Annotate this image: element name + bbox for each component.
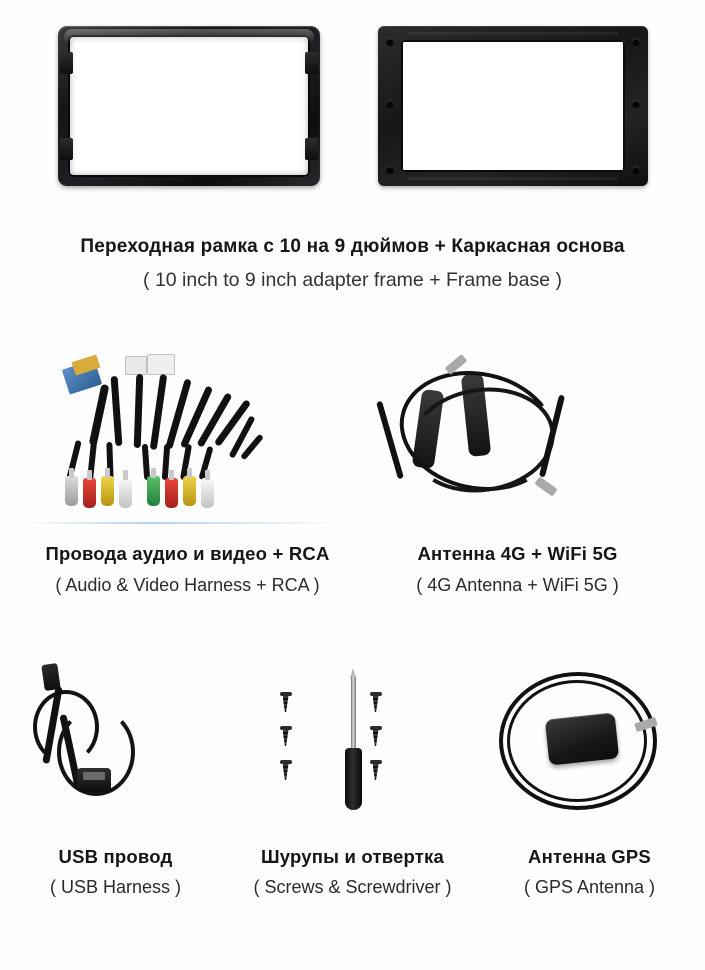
frame-tab-top-left (60, 52, 73, 74)
antenna-4g-wifi-item (368, 354, 668, 596)
gps-caption-en: ( GPS Antenna ) (523, 877, 656, 897)
screw-icon (372, 692, 380, 712)
rca-connector (165, 478, 178, 508)
gps-antenna-item (477, 656, 702, 898)
mount-hole (386, 38, 394, 46)
frame-base-ridge (408, 32, 618, 35)
mount-hole (632, 100, 640, 108)
screw-icon (282, 760, 290, 780)
section-accessories (0, 656, 705, 898)
background-wisp (23, 522, 343, 524)
frames-captions (0, 236, 705, 292)
frame-base-ridge (408, 177, 618, 180)
frame-tab-bottom-left (60, 138, 73, 160)
wiring-harness-icon (43, 354, 333, 529)
audio-video-caption-ru: Провода аудио и видео + RCA (45, 543, 330, 564)
gps-antenna-icon (485, 656, 695, 836)
screw-icon (282, 726, 290, 746)
mount-hole (632, 38, 640, 46)
rca-connector (83, 478, 96, 508)
antenna-caption-ru: Антенна 4G + WiFi 5G (417, 543, 618, 564)
frame-base-icon (378, 26, 648, 186)
audio-video-harness-item (38, 354, 338, 596)
section-harness-antenna (0, 354, 705, 596)
frame-base-item (378, 26, 648, 186)
frame-gloss (64, 29, 314, 43)
screw-icon (372, 726, 380, 746)
audio-video-caption-en: ( Audio & Video Harness + RCA ) (55, 575, 320, 595)
harness-wire (110, 376, 122, 446)
rca-connector (101, 476, 114, 506)
antenna-cable-icon (373, 354, 663, 529)
white-connector (147, 354, 175, 375)
section-frames (0, 0, 705, 292)
adapter-frame-icon (58, 26, 320, 186)
frames-caption-ru: Переходная рамка с 10 на 9 дюймов + Каркасная основа (80, 236, 625, 257)
rca-connector (183, 476, 196, 506)
screws-caption-en: ( Screws & Screwdriver ) (253, 877, 452, 897)
gps-caption-ru: Антенна GPS (528, 846, 651, 867)
white-connector (125, 356, 147, 375)
usb-cable-icon (11, 656, 221, 836)
frames-row (0, 26, 705, 206)
screwdriver-shaft (351, 676, 356, 754)
rca-connector (201, 478, 214, 508)
screws-screwdriver-item (240, 656, 465, 898)
rca-connector (65, 476, 78, 506)
usb-caption-ru: USB провод (58, 846, 173, 867)
adapter-frame-item (58, 26, 320, 186)
harness-wire (88, 384, 109, 446)
usb-a-port-inner (83, 772, 105, 780)
rca-connector (147, 476, 160, 506)
screw-icon (372, 760, 380, 780)
sma-connector (534, 476, 557, 496)
screwdriver-handle (345, 748, 362, 810)
frame-tab-top-right (305, 52, 318, 74)
frame-tab-bottom-right (305, 138, 318, 160)
harness-wire (141, 444, 149, 480)
antenna-caption-en: ( 4G Antenna + WiFi 5G ) (416, 575, 619, 595)
usb-caption-en: ( USB Harness ) (49, 877, 182, 897)
mount-hole (632, 166, 640, 174)
harness-wire (133, 374, 143, 448)
frames-caption-en: ( 10 inch to 9 inch adapter frame + Frame base ) (143, 269, 562, 291)
screwdriver-icon (248, 656, 458, 836)
antenna-cable (376, 401, 404, 480)
gps-antenna-puck (544, 712, 618, 765)
screw-icon (282, 692, 290, 712)
usb-harness-item (3, 656, 228, 898)
mount-hole (386, 166, 394, 174)
mount-hole (386, 100, 394, 108)
screws-caption-ru: Шурупы и отвертка (261, 846, 444, 867)
harness-wire (149, 374, 167, 450)
rca-connector (119, 478, 132, 508)
